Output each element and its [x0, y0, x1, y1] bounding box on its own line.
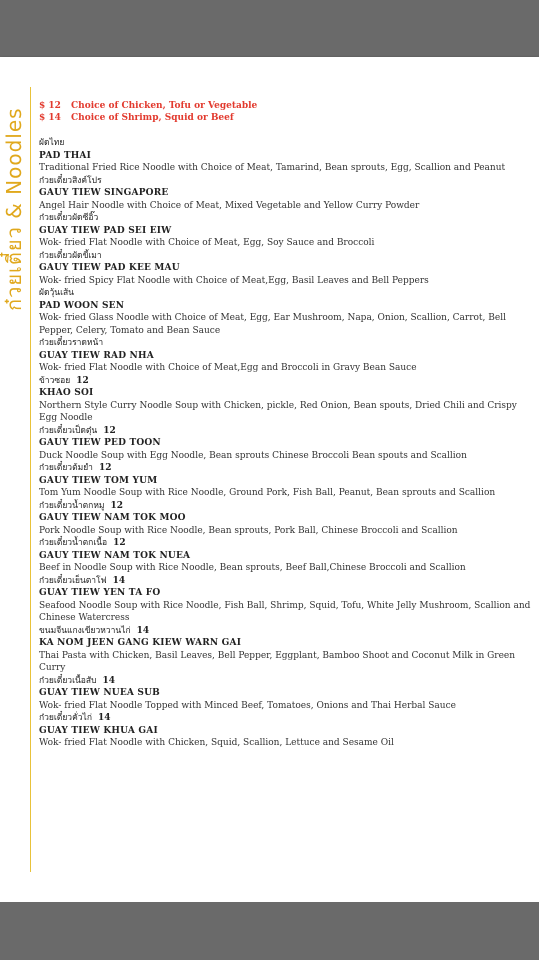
menu-item-thai-name: ก๋วยเตี๋ยวผัดขี้เมา: [39, 250, 102, 261]
menu-item-name: GAUY TIEW TOM YUM: [39, 475, 158, 486]
menu-item-description: Pork Noodle Soup with Rice Noodle, Bean sprouts, Pork Ball, Chinese Broccoli and Scallion: [39, 525, 458, 536]
menu-item-description: Seafood Noodle Soup with Rice Noodle, Fish Ball, Shrimp, Squid, Tofu, White Jelly Mushroom, Scallion and Chinese Watercress: [39, 600, 531, 623]
menu-item: [39, 575, 534, 625]
menu-item-name: GAUY TIEW SINGAPORE: [39, 188, 169, 198]
menu-item-thai-name: ก๋วยเตี๋ยวเย็นตาโฟ 14: [39, 575, 126, 586]
menu-item: [39, 537, 534, 575]
menu-item: [39, 500, 534, 538]
menu-item-thai-name: ก๋วยเตี๋ยวน้ำตกหมู 12: [39, 500, 124, 511]
menu-item-name: GAUY TIEW NAM TOK NUEA: [39, 550, 191, 561]
menu-item: [39, 212, 534, 250]
menu-item-description: Wok- fried Glass Noodle with Choice of Meat, Egg, Ear Mushroom, Napa, Onion, Scallion, Carrot, Bell Pepper, Celery, Tomato and Bean Sauce: [39, 313, 506, 336]
menu-item-description: Duck Noodle Soup with Egg Noodle, Bean sprouts Chinese Broccoli Bean spouts and Scallion: [39, 450, 467, 461]
menu-item: [39, 625, 534, 675]
menu-item: [39, 250, 534, 288]
menu-item-description: Northern Style Curry Noodle Soup with Chicken, pickle, Red Onion, Bean spouts, Dried Chili and Crispy Egg Noodle: [39, 400, 517, 423]
menu-item-thai-name: ก๋วยเตี๋ยวราดหน้า: [39, 338, 104, 348]
menu-item-price: 14: [97, 713, 111, 723]
menu-item: [39, 337, 534, 375]
menu-item-description: Wok- fried Spicy Flat Noodle with Choice of Meat,Egg, Basil Leaves and Bell Peppers: [39, 275, 429, 286]
menu-item: [39, 425, 534, 463]
menu-item-description: Thai Pasta with Chicken, Basil Leaves, Bell Pepper, Eggplant, Bamboo Shoot and Coconut Milk in Green Curry: [39, 650, 516, 673]
menu-item-thai-name: ก๋วยเตี๋ยวเนื้อสับ 14: [39, 675, 116, 686]
menu-item: [39, 712, 534, 750]
menu-list: [39, 137, 534, 750]
menu-item-price: 14: [112, 575, 126, 586]
menu-item: [39, 287, 534, 337]
menu-item-thai-name: ผัดไทย: [39, 138, 65, 148]
menu-item-description: Wok- fried Flat Noodle with Chicken, Squid, Scallion, Lettuce and Sesame Oil: [39, 738, 394, 748]
menu-item-thai-name: ก๋วยเตี๋ยวคั่วไก่ 14: [39, 713, 111, 723]
menu-item-price: 12: [110, 500, 124, 511]
menu-content: [39, 100, 534, 750]
menu-item-name: PAD THAI: [39, 150, 92, 161]
menu-item-name: GAUY TIEW PED TOON: [39, 438, 161, 448]
price-line-2: $ 14 Choice of Shrimp, Squid or Beef: [39, 113, 234, 123]
menu-item-thai-name: ก๋วยเตี๋ยวสิงค์โปร: [39, 175, 102, 186]
menu-item: [39, 137, 534, 175]
menu-item-name: GUAY TIEW PAD SEI EIW: [39, 225, 172, 236]
menu-page: [0, 57, 539, 902]
menu-item-description: Tom Yum Noodle Soup with Rice Noodle, Ground Pork, Fish Ball, Peanut, Bean sprouts and Scallion: [39, 488, 496, 498]
menu-item-price: 12: [103, 425, 116, 436]
menu-item-price: 12: [98, 463, 112, 473]
menu-item-name: GUAY TIEW KHUA GAI: [39, 725, 158, 736]
top-letterbox: [0, 0, 539, 57]
menu-item-name: KA NOM JEEN GANG KIEW WARN GAI: [39, 638, 242, 648]
menu-item-price: 14: [136, 625, 150, 636]
menu-item-description: Angel Hair Noodle with Choice of Meat, Mixed Vegetable and Yellow Curry Powder: [39, 200, 420, 211]
menu-item-name: GUAY TIEW RAD NHA: [39, 350, 154, 361]
menu-item-thai-name: ก๋วยเตี๋ยวน้ำตกเนื้อ 12: [39, 538, 126, 548]
menu-item-name: GAUY TIEW NAM TOK MOO: [39, 513, 186, 523]
menu-item-name: GAUY TIEW PAD KEE MAU: [39, 263, 180, 273]
menu-item-thai-name: ข้าวซอย 12: [39, 375, 89, 386]
menu-item-description: Wok- fried Flat Noodle with Choice of Meat,Egg and Broccoli in Gravy Bean Sauce: [39, 363, 417, 373]
menu-item: [39, 175, 534, 213]
menu-item-thai-name: ผัดวุ้นเส้น: [39, 288, 74, 298]
menu-item-description: Wok- fried Flat Noodle with Choice of Meat, Egg, Soy Sauce and Broccoli: [39, 238, 375, 248]
menu-item-thai-name: ก๋วยเตี๋ยวเป็ดตุ๋น 12: [39, 425, 116, 436]
menu-item-price: 12: [113, 538, 126, 548]
menu-item-price: 12: [76, 375, 89, 386]
menu-item-name: GUAY TIEW NUEA SUB: [39, 688, 160, 698]
menu-item-name: KHAO SOI: [39, 388, 94, 398]
menu-item-thai-name: ขนมจีนแกงเขียวหวานไก่ 14: [39, 625, 150, 636]
menu-item: [39, 375, 534, 425]
price-line-1: $ 12 Choice of Chicken, Tofu or Vegetable: [39, 101, 258, 111]
menu-item-price: 14: [102, 675, 116, 686]
side-rule: [30, 87, 31, 872]
menu-item-description: Wok- fried Flat Noodle Topped with Minced Beef, Tomatoes, Onions and Thai Herbal Sauce: [39, 700, 456, 711]
menu-item-description: Traditional Fried Rice Noodle with Choice of Meat, Tamarind, Bean sprouts, Egg, Scallion and Peanut: [39, 163, 506, 173]
side-section-title: ก๋วยเตี๋ยว & Noodles: [2, 107, 26, 311]
menu-item: [39, 675, 534, 713]
menu-item: [39, 462, 534, 500]
bottom-letterbox: [0, 902, 539, 960]
menu-item-thai-name: ก๋วยเตี๋ยวผัดซีอิ๊ว: [39, 213, 99, 223]
menu-item-name: GUAY TIEW YEN TA FO: [39, 588, 161, 598]
menu-item-name: PAD WOON SEN: [39, 300, 125, 311]
menu-item-thai-name: ก๋วยเตี๋ยวต้มยำ 12: [39, 463, 112, 473]
menu-item-description: Beef in Noodle Soup with Rice Noodle, Bean sprouts, Beef Ball,Chinese Broccoli and Scallion: [39, 563, 466, 573]
